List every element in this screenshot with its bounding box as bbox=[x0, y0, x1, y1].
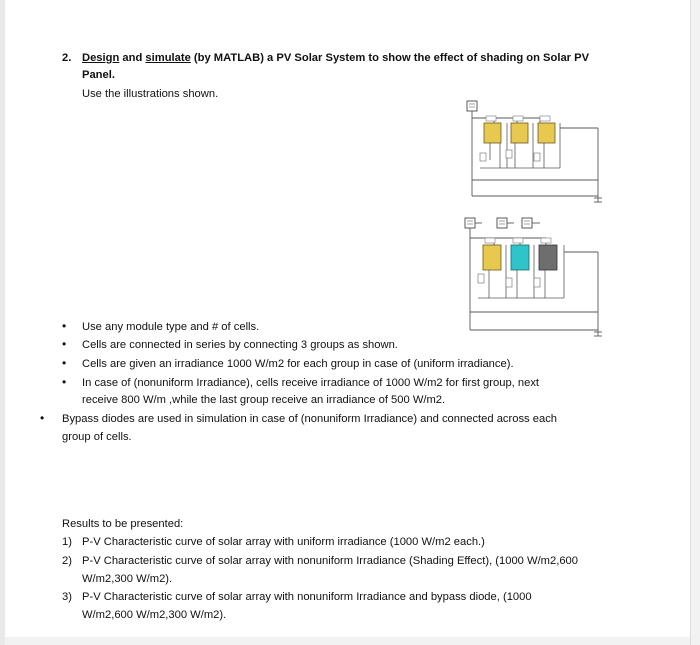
bullet-item: Cells are given an irradiance 1000 W/m2 for each group in case of (uniform irradiance). bbox=[82, 358, 514, 370]
bullet-dot: • bbox=[62, 356, 67, 370]
title-design: Design bbox=[82, 52, 120, 64]
result-number: 3) bbox=[62, 591, 72, 603]
question-instruction: Use the illustrations shown. bbox=[82, 88, 219, 100]
bullet-dot: • bbox=[62, 337, 67, 351]
bottom-page-edge bbox=[5, 637, 690, 645]
bullet-dot: • bbox=[62, 319, 67, 333]
right-page-edge bbox=[690, 0, 700, 645]
irradiance-block-icon-3 bbox=[522, 218, 532, 228]
result-number: 2) bbox=[62, 555, 72, 567]
result-item-continuation: W/m2,300 W/m2). bbox=[82, 573, 173, 585]
outer-bullet-line2: group of cells. bbox=[62, 431, 132, 443]
pv-diagram-nonuniform bbox=[460, 212, 610, 344]
bullet-dot: • bbox=[62, 375, 67, 389]
irradiance-block-icon bbox=[467, 101, 477, 111]
result-item: P-V Characteristic curve of solar array with nonuniform Irradiance and bypass diode, (1000 bbox=[82, 591, 532, 603]
title-and: and bbox=[119, 52, 146, 64]
result-item-continuation: W/m2,600 W/m2,300 W/m2). bbox=[82, 609, 227, 621]
title-rest: (by MATLAB) a PV Solar System to show the effect of shading on Solar PV bbox=[190, 52, 590, 64]
pv-panel-yellow bbox=[478, 238, 506, 298]
pv-panel-1 bbox=[480, 116, 507, 168]
pv-panel-gray bbox=[534, 238, 564, 298]
bullet-dot: • bbox=[40, 411, 45, 425]
result-item: P-V Characteristic curve of solar array with uniform irradiance (1000 W/m2 each.) bbox=[82, 536, 485, 548]
pv-panel-2 bbox=[506, 116, 533, 168]
result-number: 1) bbox=[62, 536, 72, 548]
left-page-edge bbox=[0, 0, 5, 645]
bullet-item: In case of (nonuniform Irradiance), cells receive irradiance of 1000 W/m2 for first group, next bbox=[82, 377, 540, 389]
question-title bbox=[82, 51, 589, 65]
bullet-item: Cells are connected in series by connecting 3 groups as shown. bbox=[82, 339, 398, 351]
outer-bullet-line1: Bypass diodes are used in simulation in case of (nonuniform Irradiance) and connected across each bbox=[62, 413, 558, 425]
result-item: P-V Characteristic curve of solar array with nonuniform Irradiance (Shading Effect), (1000 W/m2,600 bbox=[82, 555, 578, 567]
pv-panel-cyan bbox=[506, 238, 534, 298]
question-number: 2. bbox=[62, 52, 72, 64]
bullet-item-continuation: receive 800 W/m ,while the last group receive an irradiance of 500 W/m2. bbox=[82, 394, 446, 406]
irradiance-block-icon-1 bbox=[465, 218, 475, 228]
irradiance-block-icon-2 bbox=[497, 218, 507, 228]
pv-panel-3 bbox=[534, 116, 560, 168]
pv-diagram-uniform bbox=[460, 98, 610, 208]
title-simulate: simulate bbox=[145, 52, 191, 64]
bullet-item: Use any module type and # of cells. bbox=[82, 321, 260, 333]
question-title-line2: Panel. bbox=[82, 69, 115, 81]
results-heading: Results to be presented: bbox=[62, 518, 184, 530]
